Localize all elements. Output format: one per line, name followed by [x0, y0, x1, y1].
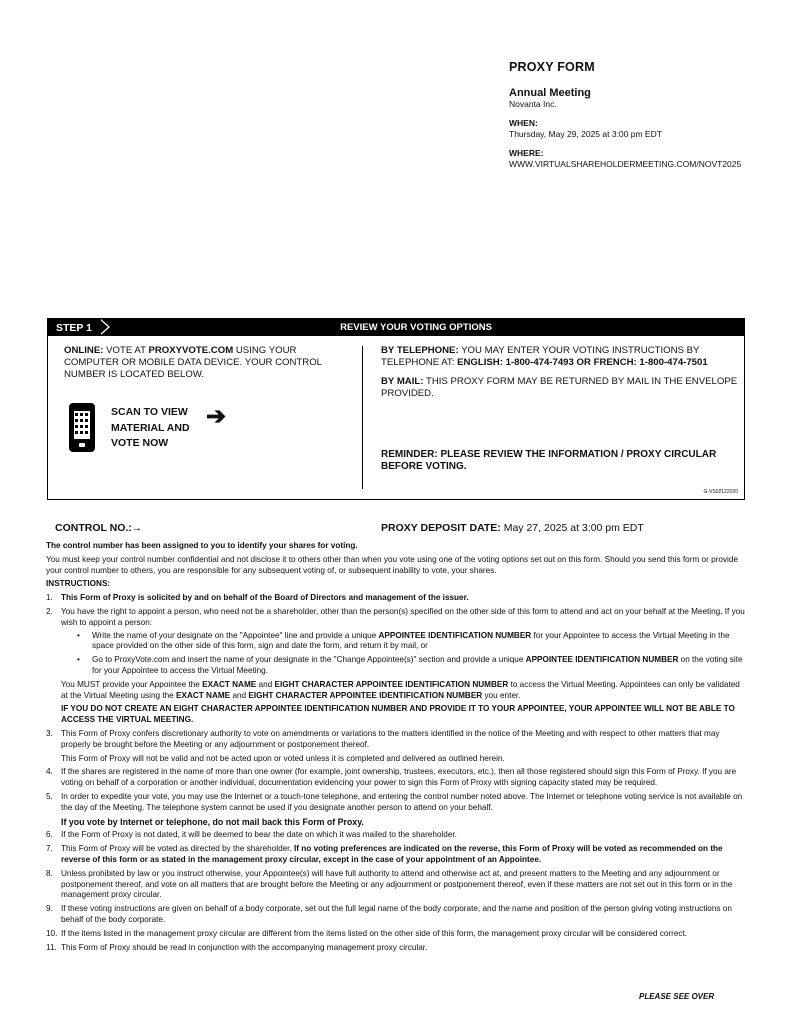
reminder-text: REMINDER: PLEASE REVIEW THE INFORMATION / PROXY CIRCULAR BEFORE VOTING.	[381, 449, 717, 472]
mail-option	[381, 376, 741, 400]
proxy-deposit-date	[381, 522, 644, 534]
instruction-7: 7. This Form of Proxy will be voted as directed by the shareholder. If no voting preferences are indicated on the reverse, this Form of Proxy will be voted as recommended on the reverse of this form or as stated in the management proxy circular, except in the case of your appointment of an Appointee.	[46, 844, 723, 864]
company-name: Novanta Inc.	[509, 99, 557, 109]
where-value[interactable]: WWW.VIRTUALSHAREHOLDERMEETING.COM/NOVT2025	[509, 159, 742, 169]
mobile-phone-icon	[69, 403, 95, 452]
where-label: WHERE:	[509, 148, 544, 158]
arrow-right-icon: ➔	[206, 403, 227, 430]
appoint-options	[61, 631, 746, 677]
instruction-5: 5. In order to expedite your vote, you may use the Internet or a touch-tone telephone, and entering the control number noted above. The Internet or telephone voting service is not available on the day of the Meeting. The telephone system cannot be used if you designate another person to attend on your behalf. If you vote by Internet or telephone, do not mail back this Form of Proxy.	[46, 792, 746, 827]
appointee-warning: IF YOU DO NOT CREATE AN EIGHT CHARACTER APPOINTEE IDENTIFICATION NUMBER AND PROVIDE IT TO YOUR APPOINTEE, YOUR APPOINTEE WILL NOT BE ABLE TO ACCESS THE VIRTUAL MEETING.	[61, 704, 735, 725]
step-label: STEP 1	[56, 322, 92, 334]
instruction-2: 2. You have the right to appoint a person, who need not be a shareholder, other than the person(s) specified on the other side of this form to attend and act on your behalf at the Meeting. If you wish to appoint a person: • Write the name of your designate on the "Appointee" line and provide a unique APPOINTEE IDENTIFICATION NUMBER for your Appointee to access the Virtual Meeting in the space provided on the other side of this form, sign and date the form, and return it by mail, or • Go to ProxyVote.com and insert the name of your designate in the "Change Appointee(s)" section and provide a unique APPOINTEE IDENTIFICATION NUMBER on the voting site for your Appointee to access the Virtual Meeting. You MUST provide your Appointee the EXACT NAME and EIGHT CHARACTER APPOINTEE IDENTIFICATION NUMBER to access the Virtual Meeting. Appointees can only be validated at the Virtual Meeting using the EXACT NAME and EIGHT CHARACTER APPOINTEE IDENTIFICATION NUMBER you enter. IF YOU DO NOT CREATE AN EIGHT CHARACTER APPOINTEE IDENTIFICATION NUMBER AND PROVIDE IT TO YOUR APPOINTEE, YOUR APPOINTEE WILL NOT BE ABLE TO ACCESS THE VIRTUAL MEETING.	[46, 607, 746, 726]
step-heading: REVIEW YOUR VOTING OPTIONS	[340, 322, 492, 333]
voting-options-box	[47, 318, 745, 500]
meeting-header	[509, 62, 779, 170]
instruction-8: 8. Unless prohibited by law or you instruct otherwise, your Appointee(s) will have full authority to attend and otherwise act at, and present matters to the Meeting and any adjournment or postponement thereof, and vote on all matters that are brought before the Meeting or any adjournment or postponement thereof, even if these matters are not set out in this form or in the management proxy circular.	[46, 868, 733, 900]
column-divider	[362, 346, 363, 489]
instruction-4: 4. If the shares are registered in the name of more than one owner (for example, joint ownership, trustees, executors, etc.), then all those registered should sign this Form of Proxy. If you are voting on behalf of a corporation or another individual, documentation evidencing your power to sign this Form of Proxy with signing capacity stated may be required.	[46, 767, 737, 788]
step-bar	[48, 319, 744, 336]
instruction-1: 1. This Form of Proxy is solicited by and on behalf of the Board of Directors and management of the issuer.	[46, 593, 469, 603]
telephone-label: BY TELEPHONE:	[381, 345, 459, 356]
mail-text: THIS PROXY FORM MAY BE RETURNED BY MAIL IN THE ENVELOPE PROVIDED.	[381, 376, 738, 399]
telephone-numbers: ENGLISH: 1-800-474-7493 OR FRENCH: 1-800-474-7501	[457, 357, 708, 368]
instructions-section	[46, 541, 746, 956]
online-text-1: VOTE AT	[106, 345, 146, 356]
when-label: WHEN:	[509, 118, 538, 128]
instruction-10: 10. If the items listed in the management proxy circular are different from the items listed on the other side of this form, the management proxy circular will be considered correct.	[46, 928, 688, 938]
form-code: G-VS02122020	[703, 489, 738, 495]
appoint-option-1: • Write the name of your designate on the "Appointee" line and provide a unique APPOINTEE IDENTIFICATION NUMBER for your Appointee to access the Virtual Meeting in the space provided on the other side of this form, sign and date the form, and return it by mail, or	[61, 631, 746, 653]
deposit-value: May 27, 2025 at 3:00 pm EDT	[503, 522, 644, 534]
must-provide-note: You MUST provide your Appointee the EXACT NAME and EIGHT CHARACTER APPOINTEE IDENTIFICATION NUMBER to access the Virtual Meeting. Appointees can only be validated at the Virtual Meeting using the EXACT NAME and EIGHT CHARACTER APPOINTEE IDENTIFICATION NUMBER you enter.	[61, 679, 740, 700]
instruction-6: 6. If the Form of Proxy is not dated, it will be deemed to bear the date on which it was mailed to the shareholder.	[46, 830, 457, 840]
appoint-option-2: • Go to ProxyVote.com and insert the name of your designate in the "Change Appointee(s)" section and provide a unique APPOINTEE IDENTIFICATION NUMBER on the voting site for your Appointee to access the Virtual Meeting.	[61, 655, 746, 677]
telephone-text: YOU MAY ENTER YOUR VOTING INSTRUCTIONS BY TELEPHONE AT:	[381, 345, 700, 368]
instruction-3b: This Form of Proxy will not be valid and not be acted upon or voted unless it is completed and delivered as outlined herein.	[61, 753, 505, 763]
form-title: PROXY FORM	[509, 60, 595, 74]
scan-instruction: SCAN TO VIEW MATERIAL AND VOTE NOW	[111, 406, 190, 449]
online-text-2: USING YOUR COMPUTER OR MOBILE DATA DEVICE. YOUR CONTROL NUMBER IS LOCATED BELOW.	[64, 345, 322, 380]
when-value: Thursday, May 29, 2025 at 3:00 pm EDT	[509, 129, 662, 139]
deposit-label: PROXY DEPOSIT DATE:	[381, 522, 501, 534]
assigned-note: The control number has been assigned to you to identify your shares for voting.	[46, 541, 358, 550]
instruction-9: 9. If these voting instructions are given on behalf of a body corporate, set out the full legal name of the body corporate, and the name and position of the person giving voting instructions on behalf of the body corporate.	[46, 904, 732, 924]
online-option	[64, 345, 334, 381]
mail-label: BY MAIL:	[381, 376, 424, 387]
confidential-note: You must keep your control number confidential and not disclose it to others other than when you vote using one of the voting options set out on this form. Should you send this form or provide your control number to others, you are responsible for any subsequent voting of, or subsequent inability to vote, your shares.	[46, 554, 738, 575]
control-number-label: CONTROL NO.:→	[55, 522, 143, 534]
online-site-link[interactable]: PROXYVOTE.COM	[148, 345, 234, 356]
see-over-note: PLEASE SEE OVER	[639, 992, 715, 1001]
instruction-11: 11. This Form of Proxy should be read in conjunction with the accompanying management proxy circular.	[46, 942, 428, 952]
instruction-3: 3. This Form of Proxy confers discretionary authority to vote on amendments or variations to the matters identified in the notice of the Meeting and with respect to other matters that may properly be brought before the Meeting or any adjournment or postponement thereof. This Form of Proxy will not be valid and not be acted upon or voted unless it is completed and delivered as outlined herein.	[46, 729, 746, 764]
instructions-list	[46, 593, 746, 953]
online-label: ONLINE:	[64, 345, 104, 356]
meeting-type: Annual Meeting	[509, 87, 591, 99]
instructions-heading: INSTRUCTIONS:	[46, 579, 111, 589]
instruction-5b: If you vote by Internet or telephone, do not mail back this Form of Proxy.	[61, 816, 364, 827]
telephone-option	[381, 345, 741, 369]
